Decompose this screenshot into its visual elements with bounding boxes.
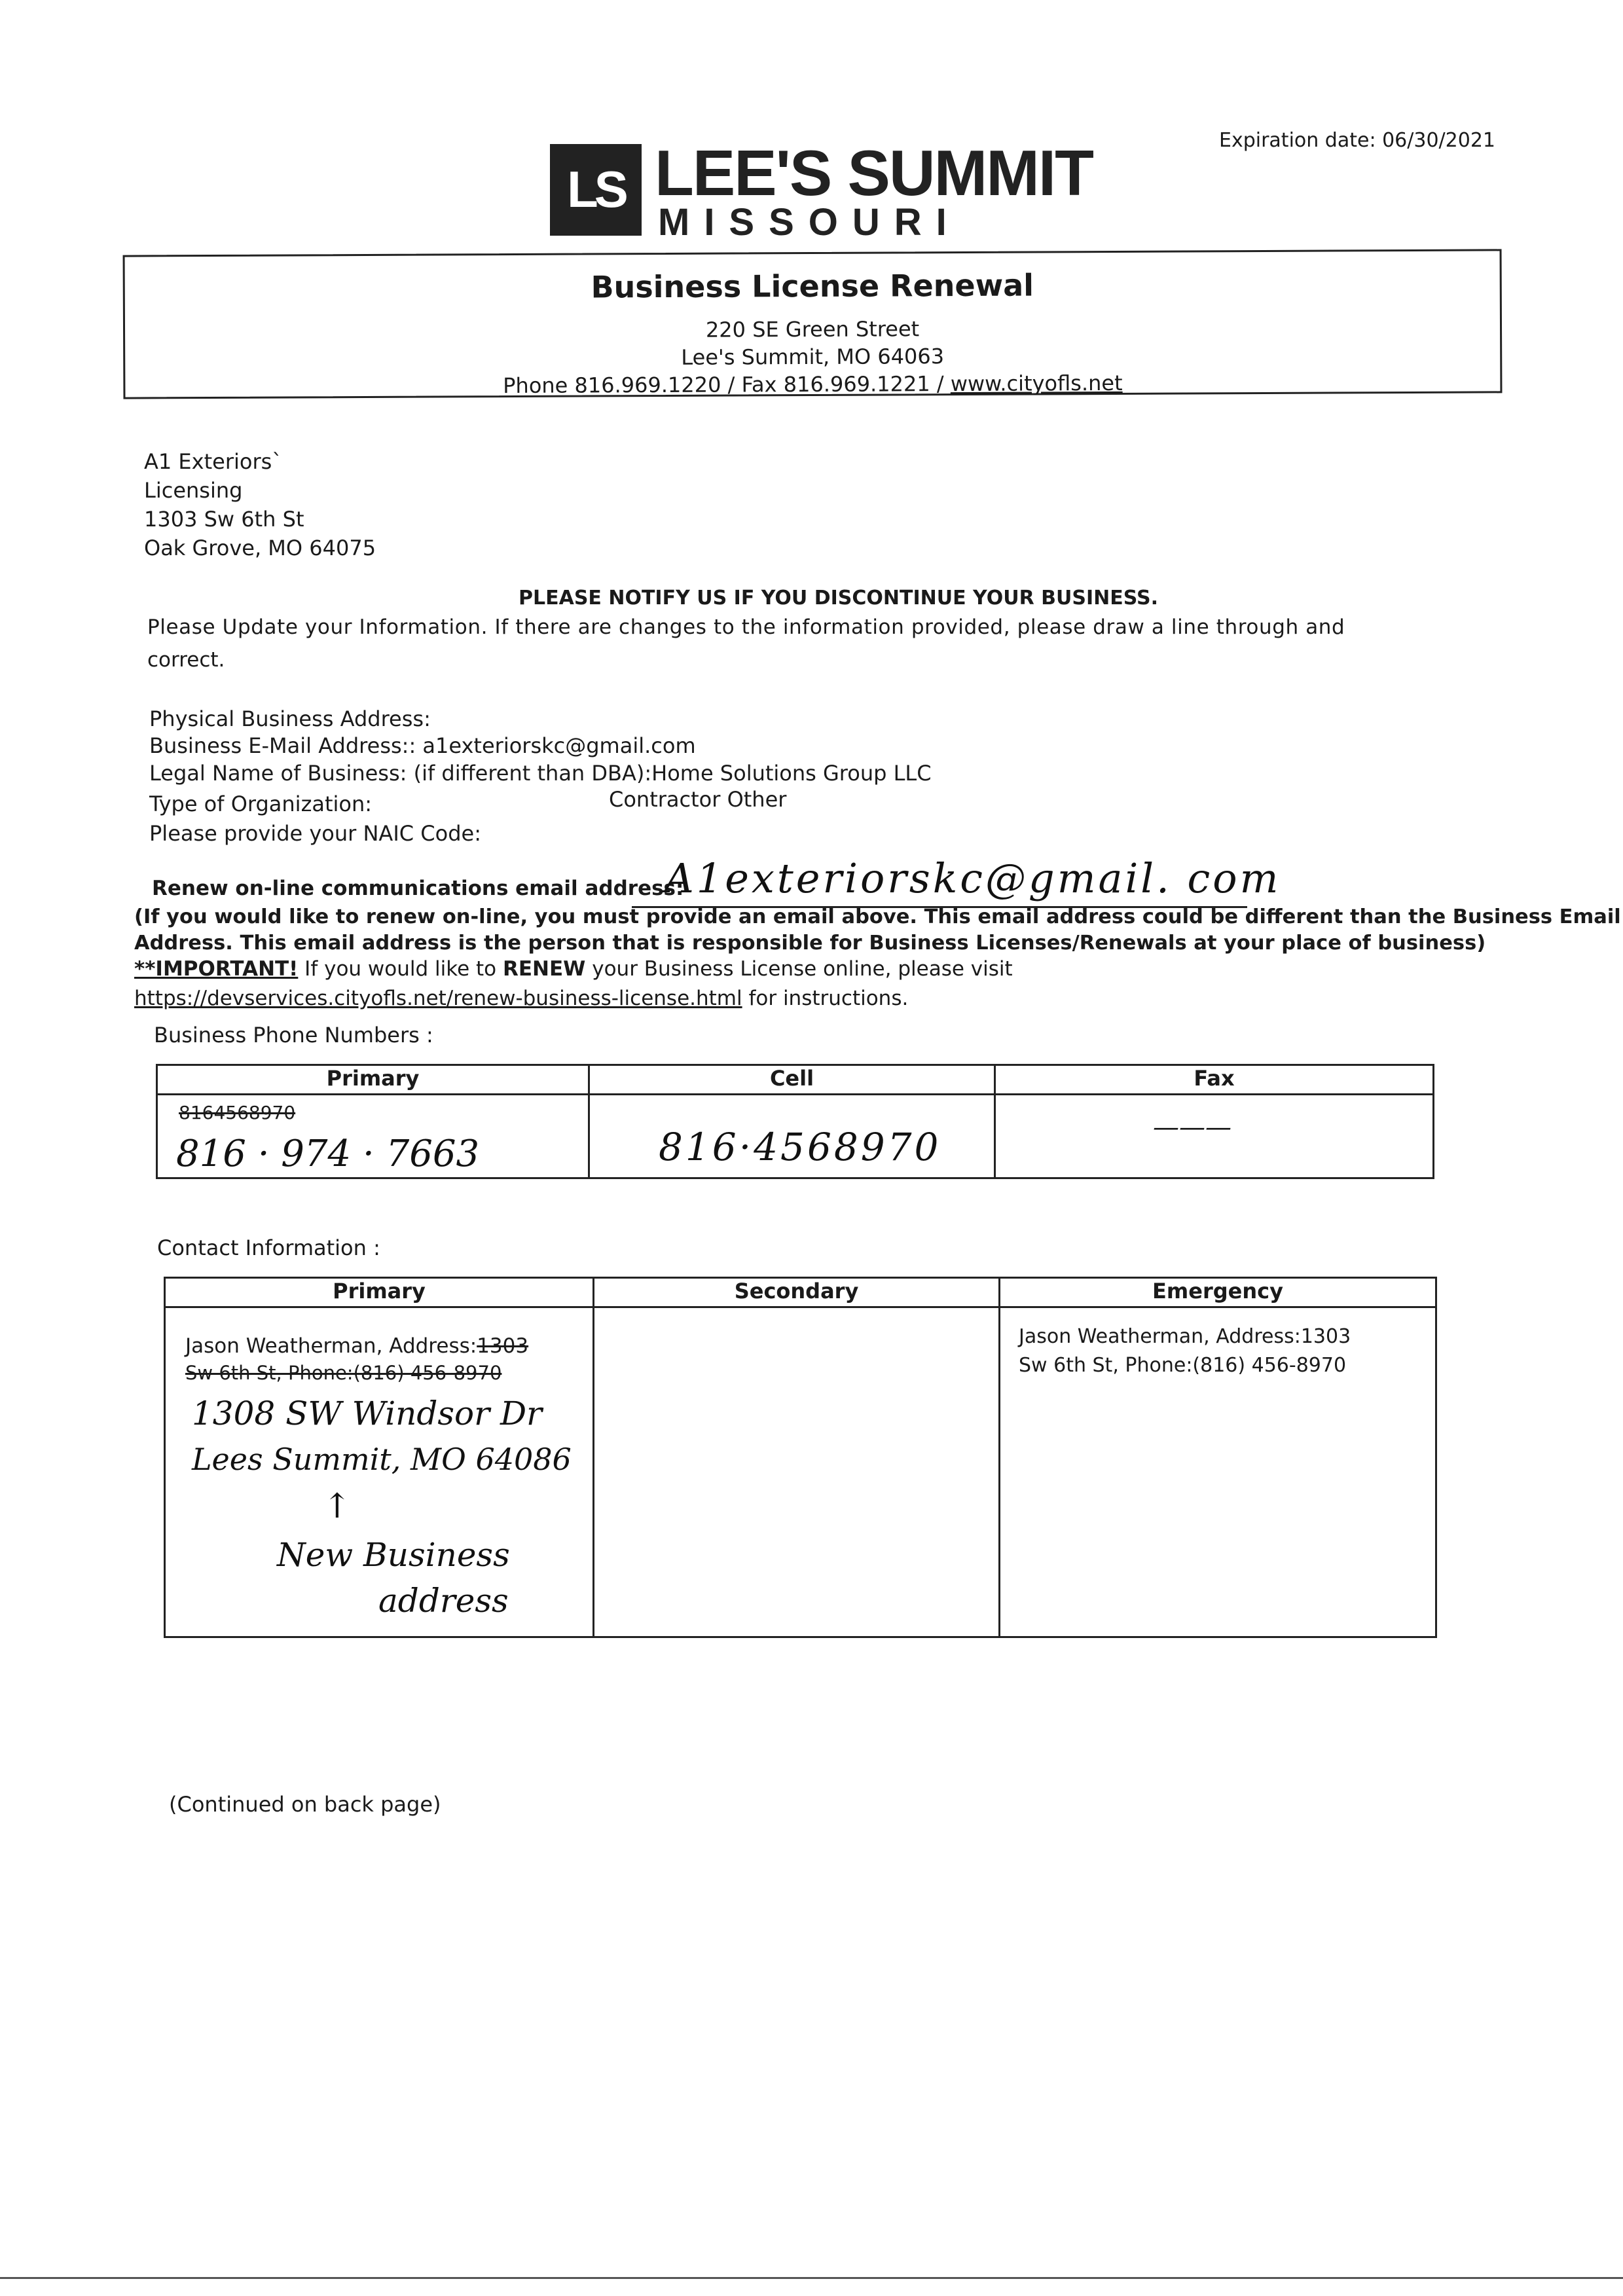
org-type-label: Type of Organization: (149, 792, 373, 816)
phone-primary-printed: 8164568970 (179, 1102, 296, 1123)
addressee-street: 1303 Sw 6th St (144, 507, 304, 532)
office-phone-fax: Phone 816.969.1220 / Fax 816.969.1221 / (503, 371, 951, 399)
up-arrow-icon: ↑ (323, 1487, 352, 1526)
phone-cell-handwritten: 816·4568970 (659, 1125, 941, 1169)
addressee-block (144, 447, 376, 562)
legal-name-value: Home Solutions Group LLC (651, 761, 932, 786)
contact-primary-hand-note1: New Business (277, 1536, 510, 1574)
office-city: Lee's Summit, MO 64063 (681, 344, 945, 370)
office-contact (125, 369, 1500, 399)
contact-emergency-line2: Sw 6th St, Phone:(816) 456-8970 (1019, 1354, 1347, 1377)
business-email-label: Business E-Mail Address:: (149, 733, 416, 758)
important-text: If you would like to (298, 957, 503, 981)
phone-fax-handwritten: ——— (1153, 1112, 1231, 1142)
continued-note: (Continued on back page) (169, 1792, 441, 1817)
naic-code-label: Please provide your NAIC Code: (149, 821, 481, 846)
form-title: Business License Renewal (591, 267, 1034, 305)
important-text-tail: your Business License online, please visit (585, 957, 1013, 981)
contact-emergency-line1: Jason Weatherman, Address:1303 (1019, 1325, 1351, 1348)
addressee-dept: Licensing (144, 478, 243, 503)
contact-emergency-cell (1000, 1307, 1436, 1637)
legal-name-row (149, 759, 932, 788)
phone-header-cell: Cell (589, 1065, 995, 1095)
contact-primary-cell (165, 1307, 594, 1637)
legal-name-label: Legal Name of Business: (if different than DBA): (149, 761, 652, 786)
contact-table (164, 1277, 1437, 1638)
office-street: 220 SE Green Street (705, 316, 920, 342)
phone-cell-cell (589, 1095, 995, 1178)
contact-info-label: Contact Information : (157, 1235, 380, 1260)
phone-numbers-label: Business Phone Numbers : (154, 1023, 433, 1048)
renew-note-line1: (If you would like to renew on-line, you must provide an email above. This email address could be different than the Business Email (134, 905, 1621, 928)
phone-header-fax: Fax (995, 1065, 1434, 1095)
business-email-value: a1exteriorskc@gmail.com (422, 733, 696, 758)
office-website-link[interactable]: www.cityofls.net (950, 370, 1123, 397)
logo-state: MISSOURI (658, 201, 961, 244)
addressee-name: A1 Exteriors` (144, 449, 283, 474)
contact-header-secondary: Secondary (594, 1278, 1000, 1307)
contact-header-primary: Primary (165, 1278, 594, 1307)
phone-table (156, 1064, 1434, 1179)
important-label: **IMPORTANT! (134, 957, 299, 981)
city-logo (550, 136, 1093, 244)
logo-name: LEE'S SUMMIT (655, 137, 1093, 209)
important-renew: RENEW (503, 957, 586, 981)
contact-primary-struck-line: Sw 6th St, Phone:(816) 456-8970 (185, 1362, 502, 1384)
addressee-city: Oak Grove, MO 64075 (144, 536, 376, 560)
phone-primary-handwritten: 816 · 974 · 7663 (176, 1133, 480, 1175)
contact-primary-hand-note2: address (378, 1582, 509, 1620)
renew-url-tail: for instructions. (742, 987, 909, 1010)
renew-email-handwritten: A1exteriorskc@gmail. com (665, 854, 1281, 902)
discontinue-notice: PLEASE NOTIFY US IF YOU DISCONTINUE YOUR BUSINESS. (519, 587, 1158, 610)
renew-note-line2: Address. This email address is the person that is responsible for Business Licenses/Renewals at your place of business) (134, 932, 1486, 955)
renew-url-link[interactable]: https://devservices.cityofls.net/renew-business-license.html (134, 987, 742, 1010)
important-note (134, 956, 1013, 983)
contact-primary-hand-city: Lees Summit, MO 64086 (192, 1442, 572, 1477)
physical-address-label: Physical Business Address: (149, 706, 431, 731)
page-bottom-edge (0, 2277, 1623, 2279)
header-box (123, 249, 1503, 399)
business-email-row (149, 732, 696, 760)
org-type-value: Contractor Other (609, 787, 787, 812)
phone-primary-cell (157, 1095, 589, 1178)
renew-email-label: Renew on-line communications email address: (152, 877, 684, 900)
contact-primary-name: Jason Weatherman, Address:1303 (185, 1334, 529, 1358)
phone-fax-cell (995, 1095, 1434, 1178)
contact-header-emergency: Emergency (1000, 1278, 1436, 1307)
phone-header-primary: Primary (157, 1065, 589, 1095)
expiration-date: Expiration date: 06/30/2021 (1219, 129, 1496, 152)
contact-primary-struck-number: 1303 (477, 1334, 529, 1358)
update-instructions: Please Update your Information. If there are changes to the information provided, please draw a line through and (147, 615, 1345, 639)
contact-primary-hand-street: 1308 SW Windsor Dr (192, 1394, 542, 1432)
contact-secondary-cell (594, 1307, 1000, 1637)
logo-mark: LS (550, 144, 642, 236)
renew-url-row (134, 985, 908, 1013)
update-instructions-cont: correct. (147, 648, 225, 672)
